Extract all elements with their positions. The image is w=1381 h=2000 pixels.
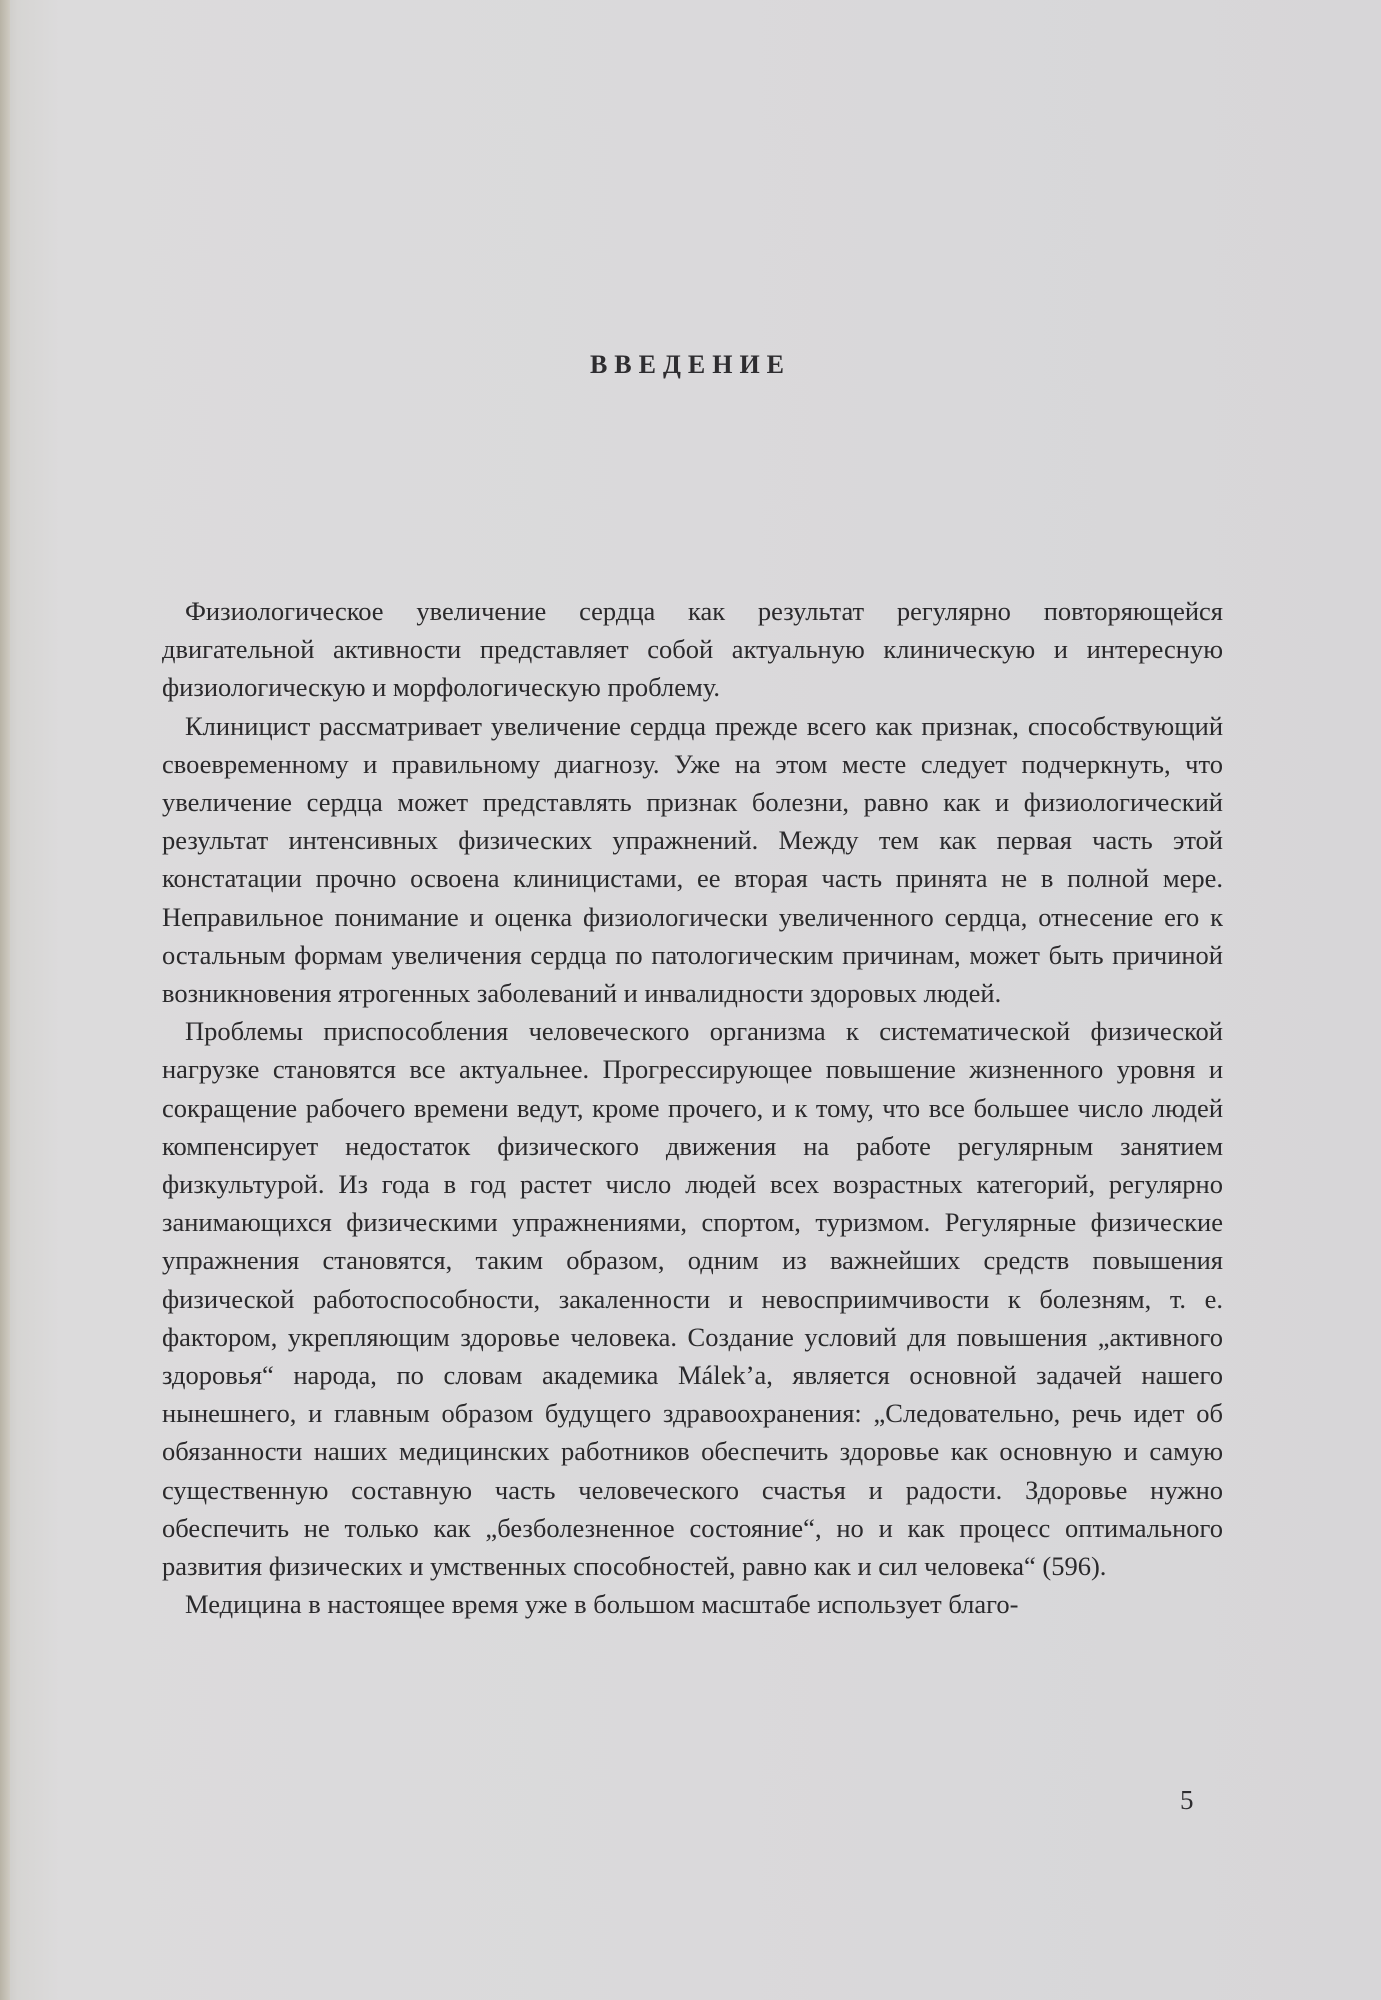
paragraph-2: Клиницист рассматривает увеличение сердца прежде всего как признак, способствующий своевременному и правильному диагнозу. Уже на этом месте следует подчеркнуть, что увеличение сердца может представлять признак болезни, равно как и физиологический результат интенсивных физических упражнений. Между тем как первая часть этой констатации прочно освоена клиницистами, ее вторая часть принята не в полной мере. Неправильное понимание и оценка физиологически увеличенного сердца, отнесение его к остальным формам увеличения сердца по патологическим причинам, может быть причиной возникновения ятрогенных заболеваний и инвалидности здоровых людей.: [162, 710, 1223, 1009]
page-number: 5: [1180, 1785, 1194, 1815]
paragraph-4: Медицина в настоящее время уже в большом масштабе использует благо-: [185, 1589, 1019, 1620]
paragraph-1: Физиологическое увеличение сердца как результат регулярно повторяющейся двигательной активности представляет собой актуальную клиническую и интересную физиологическую и морфологическую проблему.: [162, 596, 1223, 703]
page-binding-edge: [0, 0, 10, 2000]
chapter-title: ВВЕДЕНИЕ: [589, 350, 792, 379]
body-text: [162, 592, 1223, 1623]
paragraph-3: Проблемы приспособления человеческого организма к систематической физической нагрузке становятся все актуальнее. Прогрессирующее повышение жизненного уровня и сокращение рабочего времени ведут, кроме прочего, и к тому, что все большее число людей компенсирует недостаток физического движения на работе регулярным занятием физкультурой. Из года в год растет число людей всех возрастных категорий, регулярно занимающихся физическими упражнениями, спортом, туризмом. Регулярные физические упражнения становятся, таким образом, одним из важнейших средств повышения физической работоспособности, закаленности и невосприимчивости к болезням, т. е. фактором, укрепляющим здоровье человека. Создание условий для повышения „активного здоровья“ народа, по словам академика Málek’a, является основной задачей нашего нынешнего, и главным образом будущего здравоохранения: „Следовательно, речь идет об обязанности наших медицинских работников обеспечить здоровье как основную и самую существенную составную часть человеческого счастья и радости. Здоровье нужно обеспечить не только как „безболезненное состояние“, но и как процесс оптимального развития физических и умственных способностей, равно как и сил человека“ (596).: [162, 1016, 1223, 1582]
